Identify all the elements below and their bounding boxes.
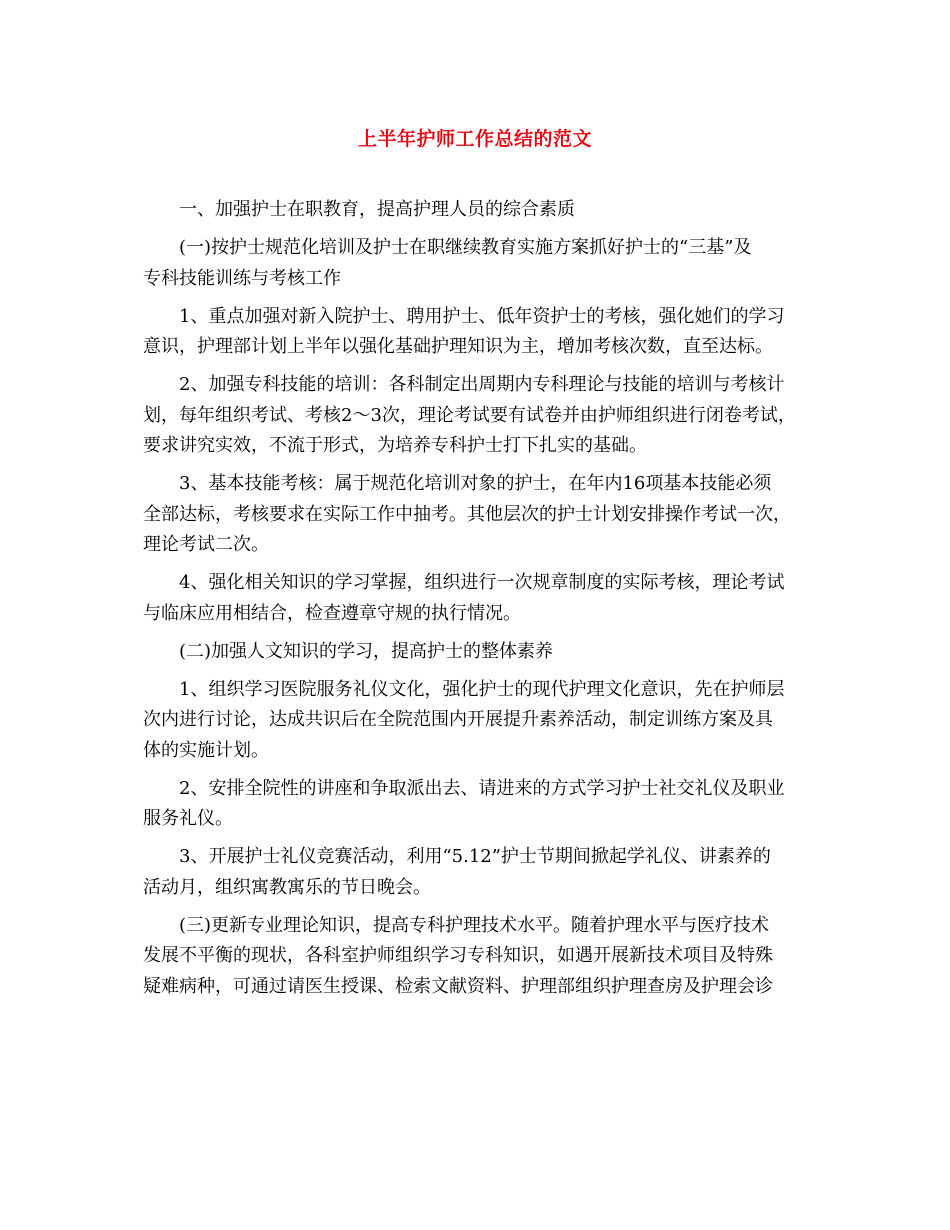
paragraph-line: 3、基本技能考核：属于规范化培训对象的护士，在年内16项基本技能必须 — [179, 473, 772, 494]
paragraph-line: (二)加强人文知识的学习，提高护士的整体素养 — [179, 640, 554, 662]
paragraph-line: 划，每年组织考试、考核2～3次，理论考试要有试卷并由护师组织进行闭卷考试， — [143, 404, 796, 426]
paragraph-line: 4、强化相关知识的学习掌握，组织进行一次规章制度的实际考核，理论考试 — [179, 572, 785, 593]
paragraph-line: 发展不平衡的现状，各科室护师组织学习专科知识，如遇开展新技术项目及特殊 — [143, 945, 773, 966]
paragraph-line: 要求讲究实效，不流于形式，为培养专科护士打下扎实的基础。 — [143, 435, 647, 456]
paragraph-line: (一)按护士规范化培训及护士在职继续教育实施方案抓好护士的“三基”及 — [179, 237, 752, 258]
paragraph-line: 3、开展护士礼仪竞赛活动，利用“5.12”护士节期间掀起学礼仪、讲素养的 — [179, 846, 771, 867]
paragraph — [143, 774, 811, 835]
paragraph-line: 1、组织学习医院服务礼仪文化，强化护士的现代护理文化意识，先在护师层 — [179, 678, 785, 700]
paragraph — [143, 195, 811, 226]
paragraph — [143, 637, 811, 668]
paragraph-line: 一、加强护士在职教育，提高护理人员的综合素质 — [179, 199, 575, 220]
paragraph — [143, 370, 811, 462]
paragraph-line: (三)更新专业理论知识，提高专科护理技术水平。随着护理水平与医疗技术 — [179, 914, 770, 936]
paragraph — [143, 469, 811, 561]
paragraph — [143, 302, 811, 363]
document-title: 上半年护师工作总结的范文 — [357, 128, 592, 150]
paragraph — [143, 568, 811, 629]
paragraph-line: 2、加强专科技能的培训：各科制定出周期内专科理论与技能的培训与考核计 — [179, 374, 785, 395]
paragraph-line: 次内进行讨论，达成共识后在全院范围内开展提升素养活动，制定训练方案及具 — [143, 709, 773, 730]
paragraph-line: 2、安排全院性的讲座和争取派出去、请进来的方式学习护士社交礼仪及职业 — [179, 777, 785, 799]
paragraph-line: 疑难病种，可通过请医生授课、检索文献资料、护理部组织护理查房及护理会诊 — [143, 975, 773, 997]
paragraph — [143, 842, 811, 903]
paragraph-line: 1、重点加强对新入院护士、聘用护士、低年资护士的考核，强化她们的学习 — [179, 305, 785, 327]
paragraph — [143, 675, 811, 767]
paragraph — [143, 911, 811, 1003]
paragraph-line: 全部达标，考核要求在实际工作中抽考。其他层次的护士计划安排操作考试一次， — [143, 503, 791, 525]
document-body — [143, 195, 811, 1010]
paragraph-line: 意识，护理部计划上半年以强化基础护理知识为主，增加考核次数，直至达标。 — [143, 336, 773, 357]
paragraph-line: 服务礼仪。 — [143, 808, 233, 829]
paragraph-line: 理论考试二次。 — [143, 534, 269, 555]
paragraph-line: 专科技能训练与考核工作 — [143, 267, 341, 289]
paragraph-line: 体的实施计划。 — [143, 739, 269, 761]
paragraph-line: 活动月，组织寓教寓乐的节日晚会。 — [143, 876, 431, 898]
paragraph-line: 与临床应用相结合，检查遵章守规的执行情况。 — [143, 602, 521, 624]
paragraph — [143, 233, 811, 294]
